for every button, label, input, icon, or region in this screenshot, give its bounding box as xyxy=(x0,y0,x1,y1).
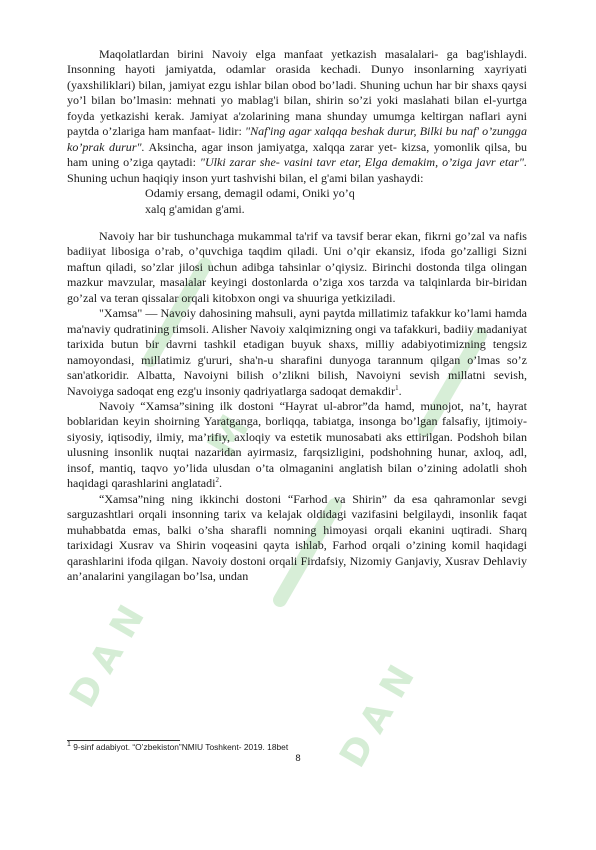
paragraph-3-text: "Xamsa" — Navoiy dahosining mahsuli, ayni paytda millatimiz tafakkur ko’lami hamda ma'naviy qudratining timsoli. Alisher Navoiy xalqimizning ongi va tafakkuri, badiiy madaniyat tarixida butun bir davrni tashkil etadigan buyuk shaxs, milliy adabiyotimizning tengsiz namoyondasi, millatimiz g'ururi, sha'n-u sharafini dunyoga tarannum qilgan o’lmas so’z san'atkoridir. Albatta, Navoiyni bilish o’zlikni bilish, Navoiyni sevish millatni sevish, Navoiyga sadoqat eng ezg'u insoniy qadriyatlarga sadoqat demakdir xyxy=(67,306,527,398)
footnote-ref-1[interactable]: 1 xyxy=(395,383,399,392)
paragraph-3 xyxy=(67,306,527,399)
footnote-divider xyxy=(67,740,180,741)
paragraph-1-text-b: Aksincha, agar inson jamiyatga, xalqqa zarar yet- kizsa, yomonlik qilsa, bu ham uning o’ziga qaytadi: xyxy=(67,139,527,170)
verse-line-1: Odamiy ersang, demagil odami, Oniki yo’q xyxy=(145,186,355,201)
svg-text:M: M xyxy=(198,407,259,465)
paragraph-1 xyxy=(67,47,527,186)
paragraph-1-text-a: Maqolatlardan birini Navoiy elga manfaat yetkazish masalalari- ga bag'ishlaydi. Insonning hayoti jamiyatda, odamlar orasida kechadi. Dunyo insonlarning xayriyati (yaxshiliklari) bilan, jamiyat ezgu ishlar bilan obod bo’ladi. Shuning uchun har bir shaxs qaysi yo’l bilan bo’lmasin: mehnati yo mablag'i bilan, shirin so’zi yoki maslahati bilan el-yurtga foyda yetkazishi kerak. Jamiyat a'zolarining mana shunday umumga keltirgan naflari ayni paytda o’zlariga ham manfaat- lidir: xyxy=(67,47,527,139)
svg-text:D: D xyxy=(62,668,113,715)
page-number: 8 xyxy=(295,753,301,764)
svg-text:N: N xyxy=(372,658,423,706)
main-text xyxy=(67,47,527,584)
paragraph-4-text: Navoiy “Xamsa”sining ilk dostoni “Hayrat ul-abror”da hamd, munojot, na’t, hayrat boblaridan keyin shoirning Yaratganga, borliqqa, tabiatga, insonga bo’lgan falsafiy, ijtimoiy-siyosiy, iqtisodiy, ilmiy, ma’rifiy, axloqiy va estetik munosabati aks ettirilgan. Podshoh bilan ulusning insonlik nuqtai nazaridan ayirmasiz, farqsizligini, podshohning hunar, axloq, adl, insof, mantiq, taqvo yo’lida ulusdan o’ta olmaganini anglatish bilan o’zining adolatli shoh haqidagi qarashlarini anglatadi xyxy=(67,398,527,491)
svg-text:A: A xyxy=(82,635,132,680)
svg-text:D: D xyxy=(332,728,383,775)
svg-text:A: A xyxy=(352,695,402,740)
paragraph-1-text-c: Shuning uchun haqiqiy inson yurt tashvishi bilan, el g'ami bilan yashaydi: xyxy=(67,170,424,185)
quote-1: "Naf'ing agar xalqqa beshak durur, Bilki bu naf' o’zungga ko’prak durur". xyxy=(67,124,527,154)
paragraph-gap xyxy=(67,217,527,229)
paragraph-4-end: . xyxy=(219,476,223,491)
footnote-text: 9-sinf adabiyot. “O’zbekiston”NMIU Toshkent- 2019. 18bet xyxy=(73,742,289,752)
paragraph-3-end: . xyxy=(398,383,402,398)
footnote-marker: 1 xyxy=(67,741,71,749)
paragraph-2: Navoiy har bir tushunchaga mukammal ta'rif va tavsif berar ekan, fikrni go’zal va nafis badiiyat libosiga o’rab, o’quvchiga taqdim qiladi. Uni o’qir ekansiz, ifoda go’zalligi Sizni maftun qiladi, so’zlar jilosi uchun adibga tahsinlar o’qiysiz. Birinchi dostonda tilga olingan mazkur mavzular, masalalar keyingi dostonlarda o’ziga xos tarzda va talqinlarda bir-biridan go’zal va teran qissalar orqali kitobxon ongi va shuuriga yetkiziladi. xyxy=(67,228,527,305)
paragraph-5: “Xamsa”ning ning ikkinchi dostoni “Farhod va Shirin” da esa qahramonlar sevgi sarguzashtlari orqali insonning tarix va kelajak oldidagi vazifasini belgilaydi, insonlik faqat muhabbatda emas, balki o’sha sharafli nomning himoyasi orqali ekanini uqtiradi. Sharq tarixidagi Xusrav va Shirin voqeasini qayta ishlab, Farhod orqali o’zining komil haqidagi qarashlarini ifoda qilgan. Navoiy dostoni orqali Firdafsiy, Nizomiy Ganjaviy, Xusrav Dehlaviy an’analarini yangilagan bo’lsa, undan xyxy=(67,491,527,583)
quote-2: "Ulki zarar she- vasini tavr etar, Elga demakim, o’ziga javr etar". xyxy=(199,155,527,170)
footnote-ref-2[interactable]: 2 xyxy=(215,476,220,485)
paragraph-4 xyxy=(67,399,527,492)
svg-text:N: N xyxy=(102,598,153,646)
verse-line-2: xalq g'amidan g'ami. xyxy=(145,201,245,216)
footnote xyxy=(67,742,527,753)
